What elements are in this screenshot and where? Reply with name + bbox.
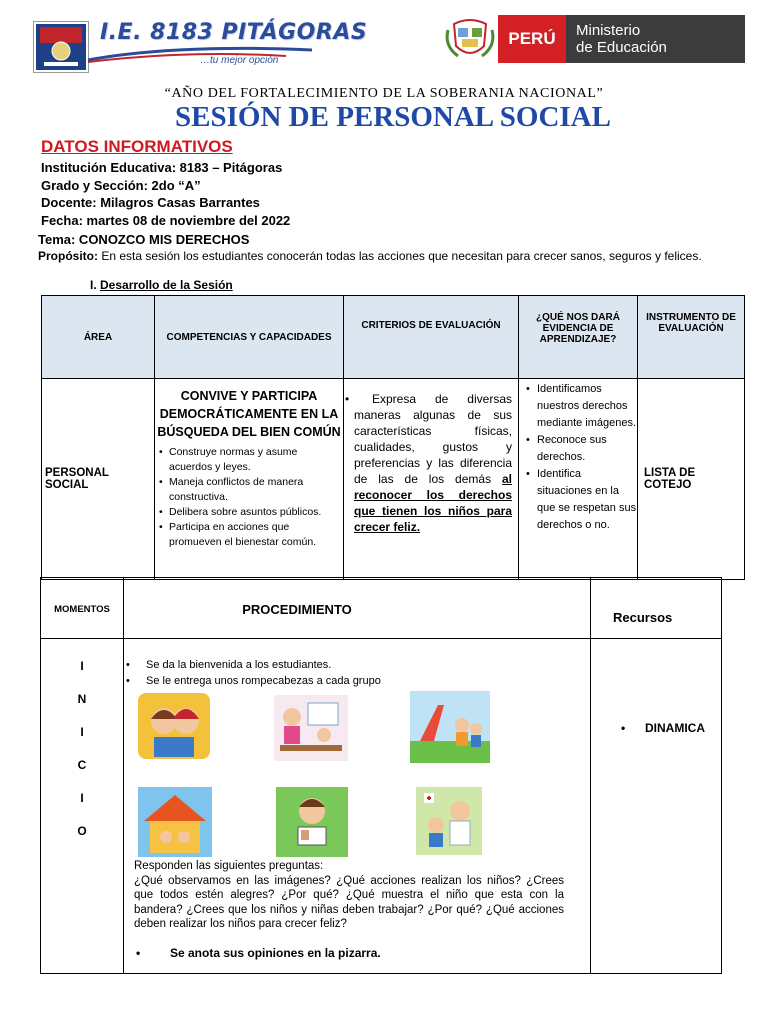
procedure-bullets xyxy=(124,639,590,689)
cell-area: PERSONAL SOCIAL xyxy=(42,379,155,580)
competencia-title: CONVIVE Y PARTICIPA DEMOCRÁTICAMENTE EN LA BÚSQUEDA DEL BIEN COMÚN xyxy=(157,389,341,439)
header-procedimiento: PROCEDIMIENTO xyxy=(124,578,591,639)
header-instrumento: INSTRUMENTO DE EVALUACIÓN xyxy=(638,296,745,379)
evaluation-table-header xyxy=(42,296,745,379)
family-image xyxy=(138,693,210,759)
year-motto: “AÑO DEL FORTALECIMIENTO DE LA SOBERANIA NACIONAL” xyxy=(164,86,604,101)
puzzle-images xyxy=(124,689,590,859)
proposito-label: Propósito: xyxy=(38,249,98,263)
procedure-row-inicio xyxy=(41,639,722,974)
evaluation-table-row xyxy=(42,379,745,580)
header-area: ÁREA xyxy=(42,296,155,379)
cell-instrumento: LISTA DE COTEJO xyxy=(638,379,745,580)
moment-letter: C xyxy=(77,758,87,772)
moment-letter: O xyxy=(77,824,87,838)
header-momentos: MOMENTOS xyxy=(41,578,124,639)
moment-letter: I xyxy=(80,659,84,673)
evidencia-item: • Identifica situaciones en la que se respetan sus derechos o no. xyxy=(537,466,637,534)
doctor-image xyxy=(416,787,482,855)
moment-letter: I xyxy=(80,725,84,739)
info-institucion: Institución Educativa: 8183 – Pitágoras xyxy=(41,160,283,175)
recurso-item: • DINAMICA xyxy=(591,639,721,735)
session-title: SESIÓN DE PERSONAL SOCIAL xyxy=(175,101,611,133)
bullet-icon: • xyxy=(345,392,350,406)
capacidades-list xyxy=(169,445,343,550)
section-title: Desarrollo de la Sesión xyxy=(100,278,233,292)
moment-inicio xyxy=(41,639,124,974)
cell-evidencia xyxy=(519,379,638,580)
capacidad-item: • Delibera sobre asuntos públicos. xyxy=(169,505,343,520)
capacidad-item: • Maneja conflictos de manera constructiva. xyxy=(169,475,343,505)
ministry-line-2: de Educación xyxy=(576,39,667,56)
cell-competencias xyxy=(155,379,344,580)
header-evidencia: ¿QUÉ NOS DARÁ EVIDENCIA DE APRENDIZAJE? xyxy=(519,296,638,379)
section-heading xyxy=(90,278,233,292)
procedure-bullet: • Se le entrega unos rompecabezas a cada grupo xyxy=(146,673,590,689)
capacidad-item: • Construye normas y asume acuerdos y leyes. xyxy=(169,445,343,475)
school-shield-logo xyxy=(34,22,88,72)
cell-criterios xyxy=(344,379,519,580)
info-tema: Tema: CONOZCO MIS DERECHOS xyxy=(38,232,250,247)
header-criterios: CRITERIOS DE EVALUACIÓN xyxy=(344,296,519,379)
peru-coat-of-arms-icon xyxy=(444,16,496,62)
procedure-table-header xyxy=(41,578,722,639)
evidencias-list xyxy=(537,381,637,534)
procedure-table xyxy=(40,577,722,974)
section-number: I. xyxy=(90,278,97,292)
school-motto: …tu mejor opción xyxy=(200,55,279,66)
peru-label: PERÚ xyxy=(498,15,566,63)
questions-block xyxy=(124,859,590,932)
criterio-underlined: al reconocer los derechos que tienen los niños para crecer feliz. xyxy=(354,472,512,534)
recursos-cell xyxy=(591,639,722,974)
datos-informativos-heading: DATOS INFORMATIVOS xyxy=(41,137,233,156)
house-image xyxy=(138,787,212,857)
evidencia-item: • Reconoce sus derechos. xyxy=(537,432,637,466)
evidencia-item: • Identificamos nuestros derechos mediante imágenes. xyxy=(537,381,637,432)
moment-letter: I xyxy=(80,791,84,805)
info-docente: Docente: Milagros Casas Barrantes xyxy=(41,195,260,210)
procedure-bullet: • Se da la bienvenida a los estudiantes. xyxy=(146,657,590,673)
capacidad-item: • Participa en acciones que promueven el bienestar común. xyxy=(169,520,343,550)
classroom-image xyxy=(274,695,348,761)
id-card-boy-image xyxy=(276,787,348,857)
final-note: • Se anota sus opiniones en la pizarra. xyxy=(124,932,590,960)
info-fecha: Fecha: martes 08 de noviembre del 2022 xyxy=(41,213,291,228)
info-grado: Grado y Sección: 2do “A” xyxy=(41,178,201,193)
criterio-text: Expresa de diversas maneras algunas de sus características físicas, cualidades, gustos y preferencias y las diferencia de las de los demás xyxy=(354,392,512,486)
ministry-label xyxy=(566,15,745,63)
school-name: I.E. 8183 PITÁGORAS xyxy=(100,20,368,45)
moment-letter: N xyxy=(77,692,87,706)
playground-image xyxy=(410,691,490,763)
questions-intro: Responden las siguientes preguntas: xyxy=(134,860,324,872)
header-competencias: COMPETENCIAS Y CAPACIDADES xyxy=(155,296,344,379)
header-recursos: Recursos xyxy=(591,578,722,639)
questions-text: ¿Qué observamos en las imágenes? ¿Qué acciones realizan los niños? ¿Crees que todos estén alegres? ¿Por qué? ¿Qué muestra el niño que esta con la bandera? ¿Crees que los niños y niñas deben trabajar? ¿Por qué? ¿Qué acciones deben realizar los niños para crecer feliz? xyxy=(134,874,564,930)
evaluation-table xyxy=(41,295,745,580)
ministry-line-1: Ministerio xyxy=(576,22,641,39)
proposito-text: En esta sesión los estudiantes conocerán todas las acciones que necesitan para crecer sanos, seguros y felices. xyxy=(98,249,702,263)
procedure-cell xyxy=(124,639,591,974)
info-proposito xyxy=(38,249,702,263)
